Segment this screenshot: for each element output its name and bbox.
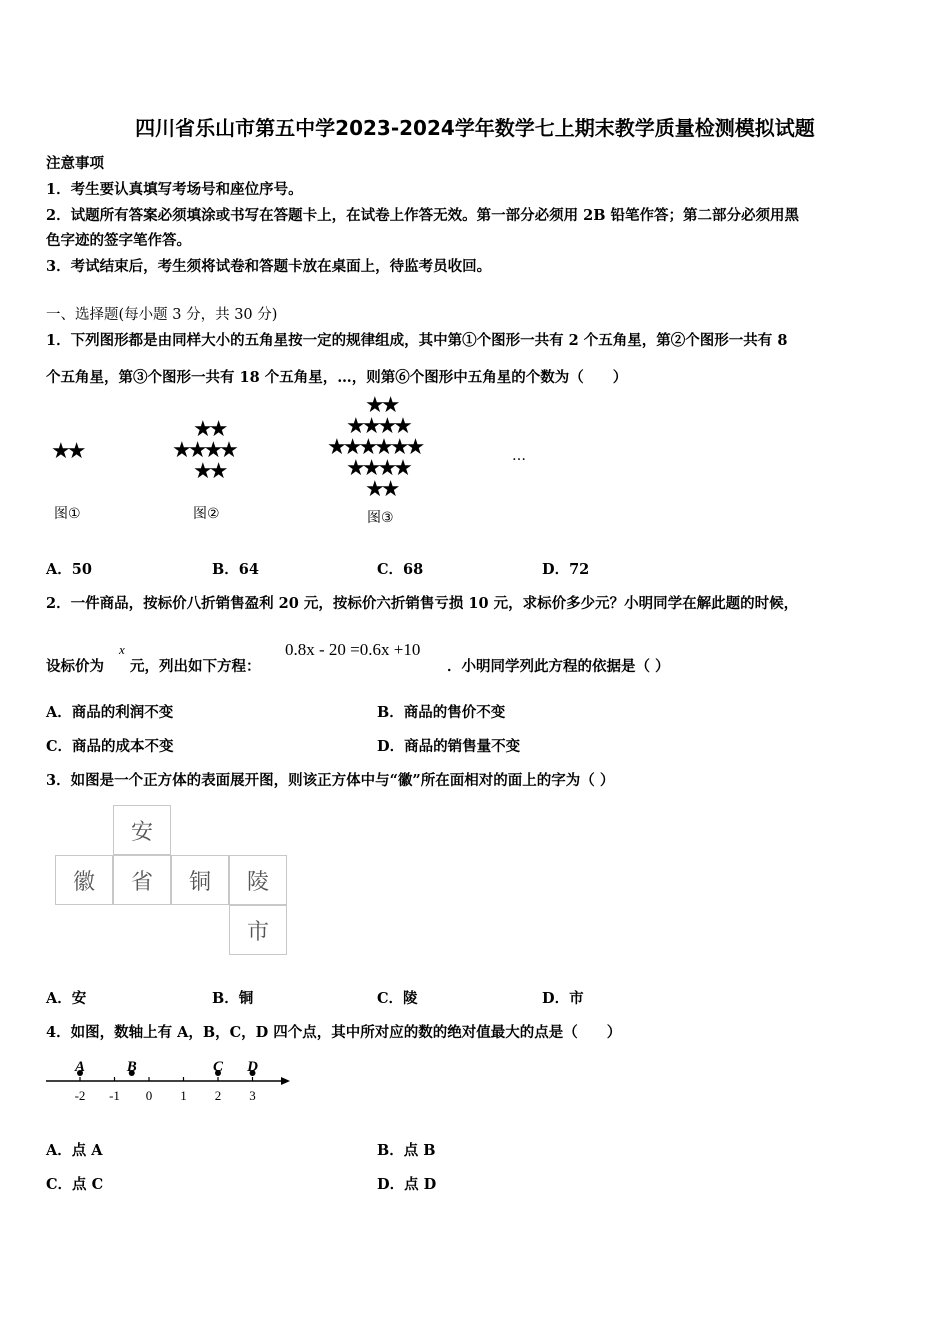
number-line-tick-label: -2: [74, 1088, 86, 1103]
notice-heading: 注意事项: [46, 155, 104, 172]
star-row: ★★: [365, 477, 397, 502]
q3-option-c: C．陵: [377, 990, 418, 1007]
number-line-arrow: [281, 1077, 290, 1085]
q1-option-d: D．72: [542, 561, 590, 578]
cube-face-shi: 市: [229, 905, 287, 955]
q2-variable: x: [119, 642, 125, 657]
notice-item-2-cont: 色字迹的签字笔作答。: [46, 232, 191, 249]
number-line-tick-label: 2: [214, 1088, 222, 1103]
number-line-point-label: D: [247, 1059, 258, 1075]
q1-option-a: A．50: [46, 561, 92, 578]
q3-option-a: A．安: [46, 990, 87, 1007]
q2-equation: 0.8x - 20 =0.6x +10: [285, 640, 421, 659]
q4-option-c: C．点 C: [46, 1176, 104, 1193]
star-row: ★★★★: [346, 456, 409, 481]
cube-face-an: 安: [113, 805, 171, 855]
star-row: ★★: [193, 459, 225, 484]
q4-line1: 4．如图，数轴上有 A，B，C，D 四个点，其中所对应的数的绝对值最大的点是（ ）: [46, 1024, 622, 1041]
figure-ellipsis: …: [512, 448, 526, 464]
q1-option-c: C．68: [377, 561, 424, 578]
number-line-point-label: B: [126, 1059, 137, 1075]
number-line-point-label: A: [74, 1059, 86, 1075]
cube-face-tong: 铜: [171, 855, 229, 905]
q4-option-a: A．点 A: [46, 1142, 103, 1159]
star-row: ★★: [365, 393, 397, 418]
q3-line1: 3．如图是一个正方体的表面展开图，则该正方体中与“徽”所在面相对的面上的字为（ ）: [46, 772, 615, 789]
star-row: ★★★★★★: [327, 435, 422, 460]
star-row: ★★★★: [172, 438, 235, 463]
q3-option-d: D．市: [542, 990, 584, 1007]
q2-mid: 元，列出如下方程：: [130, 658, 261, 675]
q2-option-d: D．商品的销售量不变: [377, 738, 521, 755]
number-line: [40, 1052, 300, 1108]
number-line-tick-label: 1: [180, 1088, 187, 1103]
number-line-tick-label: 0: [145, 1088, 153, 1103]
q2-option-b: B．商品的售价不变: [377, 704, 506, 721]
q1-line1: 1．下列图形都是由同样大小的五角星按一定的规律组成，其中第①个图形一共有 2 个五角星，第②个图形一共有 8: [46, 332, 788, 349]
star-row: ★★: [193, 417, 225, 442]
q2-option-c: C．商品的成本不变: [46, 738, 174, 755]
q4-option-d: D．点 D: [377, 1176, 437, 1193]
cube-face-ling: 陵: [229, 855, 287, 905]
q2-option-a: A．商品的利润不变: [46, 704, 174, 721]
star-row: ★★: [51, 439, 83, 464]
q4-option-b: B．点 B: [377, 1142, 436, 1159]
notice-item-3: 3．考试结束后，考生须将试卷和答题卡放在桌面上，待监考员收回。: [46, 258, 492, 275]
star-row: ★★★★: [346, 414, 409, 439]
figure-label-3: 图③: [367, 510, 394, 526]
section-heading: 一、选择题(每小题 3 分，共 30 分): [46, 307, 278, 323]
figure-label-1: 图①: [54, 506, 81, 522]
q2-pre: 设标价为: [46, 658, 104, 675]
page-title: 四川省乐山市第五中学2023-2024学年数学七上期末教学质量检测模拟试题: [135, 116, 815, 140]
q2-post: ．小明同学列此方程的依据是（ ）: [447, 658, 670, 675]
number-line-point-label: C: [212, 1059, 224, 1075]
q3-option-b: B．铜: [212, 990, 254, 1007]
q1-line2: 个五角星，第③个图形一共有 18 个五角星，…，则第⑥个图形中五角星的个数为（ ）: [46, 369, 628, 386]
notice-item-2: 2．试题所有答案必须填涂或书写在答题卡上，在试卷上作答无效。第一部分必须用 2B 铅笔作答；第二部分必须用黑: [46, 207, 800, 224]
q1-option-b: B．64: [212, 561, 259, 578]
number-line-tick-label: -1: [109, 1088, 120, 1103]
q2-line1: 2．一件商品，按标价八折销售盈利 20 元，按标价六折销售亏损 10 元，求标价多少元？小明同学在解此题的时候，: [46, 595, 799, 612]
notice-item-1: 1．考生要认真填写考场号和座位序号。: [46, 181, 303, 198]
number-line-tick-label: 3: [249, 1088, 256, 1103]
cube-face-hui: 徽: [55, 855, 113, 905]
cube-face-sheng: 省: [113, 855, 171, 905]
figure-label-2: 图②: [193, 506, 220, 522]
